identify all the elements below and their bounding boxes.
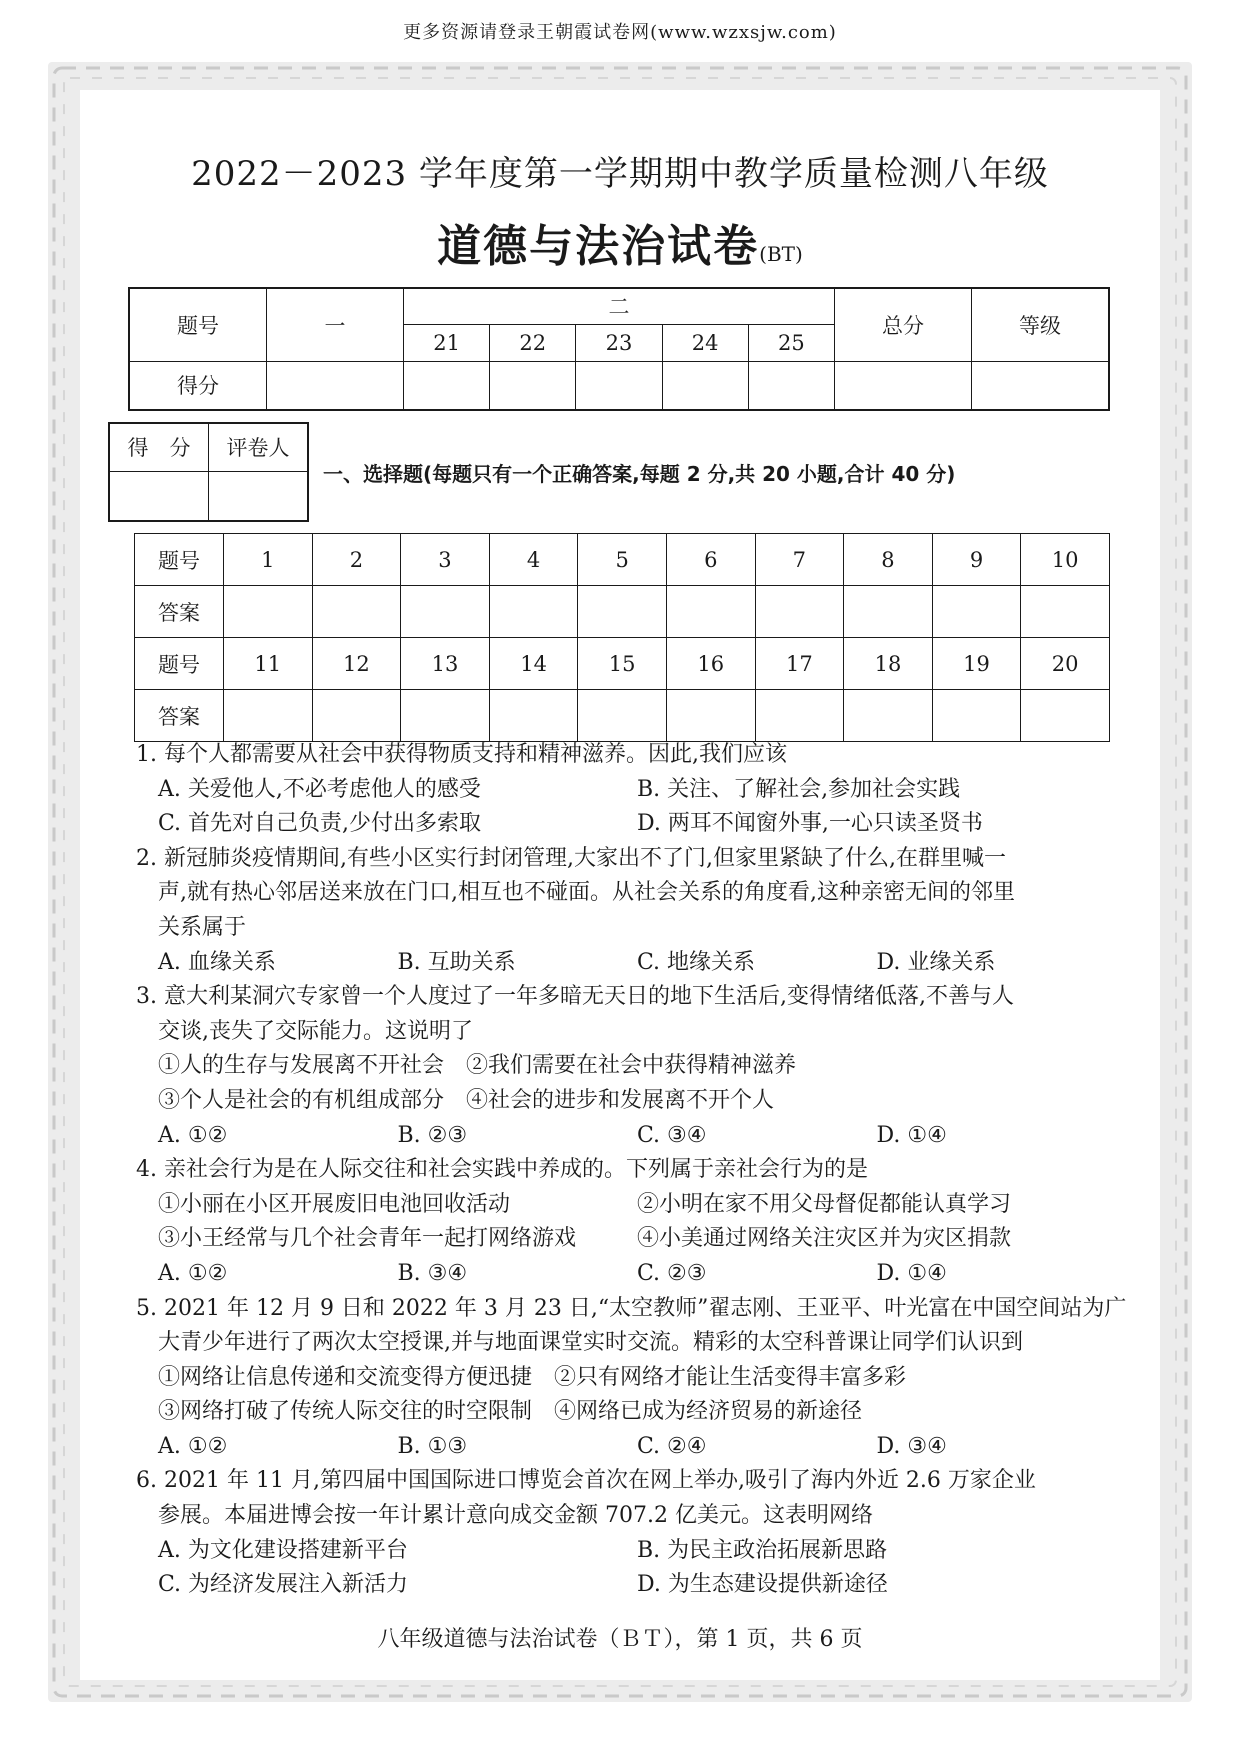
grader-score-label: 得 分 xyxy=(109,423,209,471)
question-2-continuation: 声,就有热心邻居送来放在门口,相互也不碰面。从社会关系的角度看,这种亲密无间的邻里 xyxy=(158,880,1015,906)
question-1-options xyxy=(136,807,1116,842)
answer-grid-answer-label: 答案 xyxy=(135,690,224,742)
answer-cell[interactable] xyxy=(932,586,1021,638)
question-4-statements xyxy=(136,1222,1116,1257)
answer-grid-number: 16 xyxy=(666,638,755,690)
option-b: B. 关注、了解社会,参加社会实践 xyxy=(637,776,961,802)
score-table-total: 总分 xyxy=(835,288,972,361)
question-6-stem: 6. 2021 年 11 月,第四届中国国际进口博览会首次在网上举办,吸引了海内外近 2.6 万家企业 xyxy=(136,1468,1036,1494)
option-c: C. 为经济发展注入新活力 xyxy=(158,1572,409,1598)
answer-cell[interactable] xyxy=(489,690,578,742)
option-c: C. ②④ xyxy=(637,1433,707,1459)
grader-score-cell[interactable] xyxy=(109,471,209,521)
question-3-statement: ①人的生存与发展离不开社会 ②我们需要在社会中获得精神滋养 xyxy=(158,1053,797,1079)
option-d: D. 为生态建设提供新途径 xyxy=(637,1572,888,1598)
answer-grid-number: 19 xyxy=(932,638,1021,690)
answer-cell[interactable] xyxy=(844,586,933,638)
question-4-options xyxy=(136,1257,1116,1292)
option-a: A. 为文化建设搭建新平台 xyxy=(158,1537,408,1563)
question-5-options xyxy=(136,1430,1116,1465)
answer-cell[interactable] xyxy=(312,586,401,638)
score-table-sub-number: 23 xyxy=(576,324,662,361)
answer-cell[interactable] xyxy=(224,586,313,638)
question-5-statement: ③网络打破了传统人际交往的时空限制 ④网络已成为经济贸易的新途径 xyxy=(158,1399,863,1425)
score-table-sub-number: 25 xyxy=(748,324,834,361)
answer-cell[interactable] xyxy=(489,586,578,638)
option-b: B. ①③ xyxy=(397,1433,468,1459)
answer-grid-number: 3 xyxy=(401,534,490,586)
section-one-heading: 一、选择题(每题只有一个正确答案,每题 2 分,共 20 小题,合计 40 分) xyxy=(323,462,956,486)
option-a: A. ①② xyxy=(158,1122,228,1148)
exam-page xyxy=(80,90,1160,1680)
option-c: C. ②③ xyxy=(637,1260,707,1286)
answer-grid-no-label: 题号 xyxy=(135,638,224,690)
score-cell[interactable] xyxy=(404,361,490,410)
score-table-sub-number: 22 xyxy=(490,324,576,361)
grader-name-cell[interactable] xyxy=(209,471,309,521)
answer-grid-number: 17 xyxy=(755,638,844,690)
option-c: C. ③④ xyxy=(637,1122,707,1148)
question-list xyxy=(136,738,1127,1603)
answer-cell[interactable] xyxy=(224,690,313,742)
question-6-options xyxy=(136,1534,1116,1569)
answer-grid-number: 1 xyxy=(224,534,313,586)
question-3-statement: ③个人是社会的有机组成部分 ④社会的进步和发展离不开个人 xyxy=(158,1087,775,1113)
option-b: B. ③④ xyxy=(397,1260,468,1286)
question-5-stem: 5. 2021 年 12 月 9 日和 2022 年 3 月 23 日,“太空教师”翟志刚、王亚平、叶光富在中国空间站为广 xyxy=(136,1295,1127,1321)
question-2-stem: 2. 新冠肺炎疫情期间,有些小区实行封闭管理,大家出不了门,但家里紧缺了什么,在群里喊一 xyxy=(136,845,1006,871)
answer-grid-number: 5 xyxy=(578,534,667,586)
option-a: A. 血缘关系 xyxy=(158,949,276,975)
subject-title xyxy=(80,210,1160,274)
score-table xyxy=(128,287,1110,411)
option-a: A. ①② xyxy=(158,1433,228,1459)
question-5-continuation: 大青少年进行了两次太空授课,并与地面课堂实时交流。精彩的太空科普课让同学们认识到 xyxy=(158,1330,1023,1356)
answer-grid-number: 7 xyxy=(755,534,844,586)
answer-grid-no-label: 题号 xyxy=(135,534,224,586)
question-3-continuation: 交谈,丧失了交际能力。这说明了 xyxy=(158,1018,473,1044)
answer-cell[interactable] xyxy=(755,586,844,638)
exam-title: 2022－2023 学年度第一学期期中教学质量检测八年级 xyxy=(191,154,1049,194)
score-table-sub-number: 21 xyxy=(404,324,490,361)
paper-code: (BT) xyxy=(759,242,803,266)
score-cell[interactable] xyxy=(835,361,972,410)
score-table-question-label: 题号 xyxy=(129,288,267,361)
answer-grid-number: 8 xyxy=(844,534,933,586)
question-5-statement: ①网络让信息传递和交流变得方便迅捷 ②只有网络才能让生活变得丰富多彩 xyxy=(158,1364,907,1390)
answer-cell[interactable] xyxy=(578,586,667,638)
answer-cell[interactable] xyxy=(401,690,490,742)
statement-4: ④小美通过网络关注灾区并为灾区捐款 xyxy=(637,1226,1012,1252)
statement-2: ②小明在家不用父母督促都能认真学习 xyxy=(637,1191,1012,1217)
statement-3: ③小王经常与几个社会青年一起打网络游戏 xyxy=(158,1226,577,1252)
answer-grid-number: 10 xyxy=(1021,534,1110,586)
watermark-url: 更多资源请登录王朝霞试卷网(www.wzxsjw.com) xyxy=(403,22,837,43)
option-d: D. ①④ xyxy=(876,1122,947,1148)
question-2-options xyxy=(136,946,1116,981)
answer-grid xyxy=(134,533,1110,742)
answer-grid-number: 12 xyxy=(312,638,401,690)
answer-cell[interactable] xyxy=(932,690,1021,742)
option-d: D. 业缘关系 xyxy=(876,949,996,975)
answer-grid-number: 20 xyxy=(1021,638,1110,690)
question-3-stem: 3. 意大利某洞穴专家曾一个人度过了一年多暗无天日的地下生活后,变得情绪低落,不善与人 xyxy=(136,984,1014,1010)
answer-grid-number: 13 xyxy=(401,638,490,690)
answer-cell[interactable] xyxy=(312,690,401,742)
answer-cell[interactable] xyxy=(1021,586,1110,638)
option-a: A. ①② xyxy=(158,1260,228,1286)
answer-grid-number: 15 xyxy=(578,638,667,690)
answer-cell[interactable] xyxy=(666,586,755,638)
answer-cell[interactable] xyxy=(401,586,490,638)
option-d: D. 两耳不闻窗外事,一心只读圣贤书 xyxy=(637,811,983,837)
question-6-options xyxy=(136,1568,1116,1603)
answer-grid-number: 14 xyxy=(489,638,578,690)
answer-cell[interactable] xyxy=(755,690,844,742)
answer-cell[interactable] xyxy=(578,690,667,742)
score-table-part-two: 二 xyxy=(404,288,835,324)
score-cell[interactable] xyxy=(490,361,576,410)
option-d: D. ①④ xyxy=(876,1260,947,1286)
score-cell[interactable] xyxy=(267,361,404,410)
answer-cell[interactable] xyxy=(666,690,755,742)
question-2-continuation: 关系属于 xyxy=(158,914,247,940)
grader-box xyxy=(108,422,309,522)
score-table-sub-number: 24 xyxy=(662,324,748,361)
answer-grid-number: 6 xyxy=(666,534,755,586)
score-cell[interactable] xyxy=(576,361,662,410)
answer-cell[interactable] xyxy=(1021,690,1110,742)
answer-grid-answer-label: 答案 xyxy=(135,586,224,638)
score-table-part-one: 一 xyxy=(267,288,404,361)
option-d: D. ③④ xyxy=(876,1433,947,1459)
statement-1: ①小丽在小区开展废旧电池回收活动 xyxy=(158,1191,511,1217)
page-footer: 八年级道德与法治试卷（ＢＴ），第 1 页，共 6 页 xyxy=(377,1627,863,1652)
score-cell[interactable] xyxy=(662,361,748,410)
answer-grid-number: 18 xyxy=(844,638,933,690)
option-c: C. 首先对自己负责,少付出多索取 xyxy=(158,811,482,837)
answer-grid-number: 11 xyxy=(224,638,313,690)
question-1-stem: 1. 每个人都需要从社会中获得物质支持和精神滋养。因此,我们应该 xyxy=(136,742,787,767)
question-4-statements xyxy=(136,1188,1116,1223)
question-4-stem: 4. 亲社会行为是在人际交往和社会实践中养成的。下列属于亲社会行为的是 xyxy=(136,1157,868,1183)
option-b: B. 互助关系 xyxy=(397,949,516,975)
answer-cell[interactable] xyxy=(844,690,933,742)
option-c: C. 地缘关系 xyxy=(637,949,756,975)
score-cell[interactable] xyxy=(748,361,834,410)
question-1-options xyxy=(136,773,1116,808)
question-6-continuation: 参展。本届进博会按一年计累计意向成交金额 707.2 亿美元。这表明网络 xyxy=(158,1503,873,1529)
option-a: A. 关爱他人,不必考虑他人的感受 xyxy=(158,776,481,802)
grader-name-label: 评卷人 xyxy=(209,423,309,471)
option-b: B. ②③ xyxy=(397,1122,468,1148)
score-table-grade: 等级 xyxy=(972,288,1110,361)
option-b: B. 为民主政治拓展新思路 xyxy=(637,1537,888,1563)
question-3-options xyxy=(136,1119,1116,1154)
score-table-score-label: 得分 xyxy=(129,361,267,410)
answer-grid-number: 9 xyxy=(932,534,1021,586)
subject-name: 道德与法治试卷 xyxy=(437,221,760,272)
score-cell[interactable] xyxy=(972,361,1110,410)
answer-grid-number: 2 xyxy=(312,534,401,586)
answer-grid-number: 4 xyxy=(489,534,578,586)
